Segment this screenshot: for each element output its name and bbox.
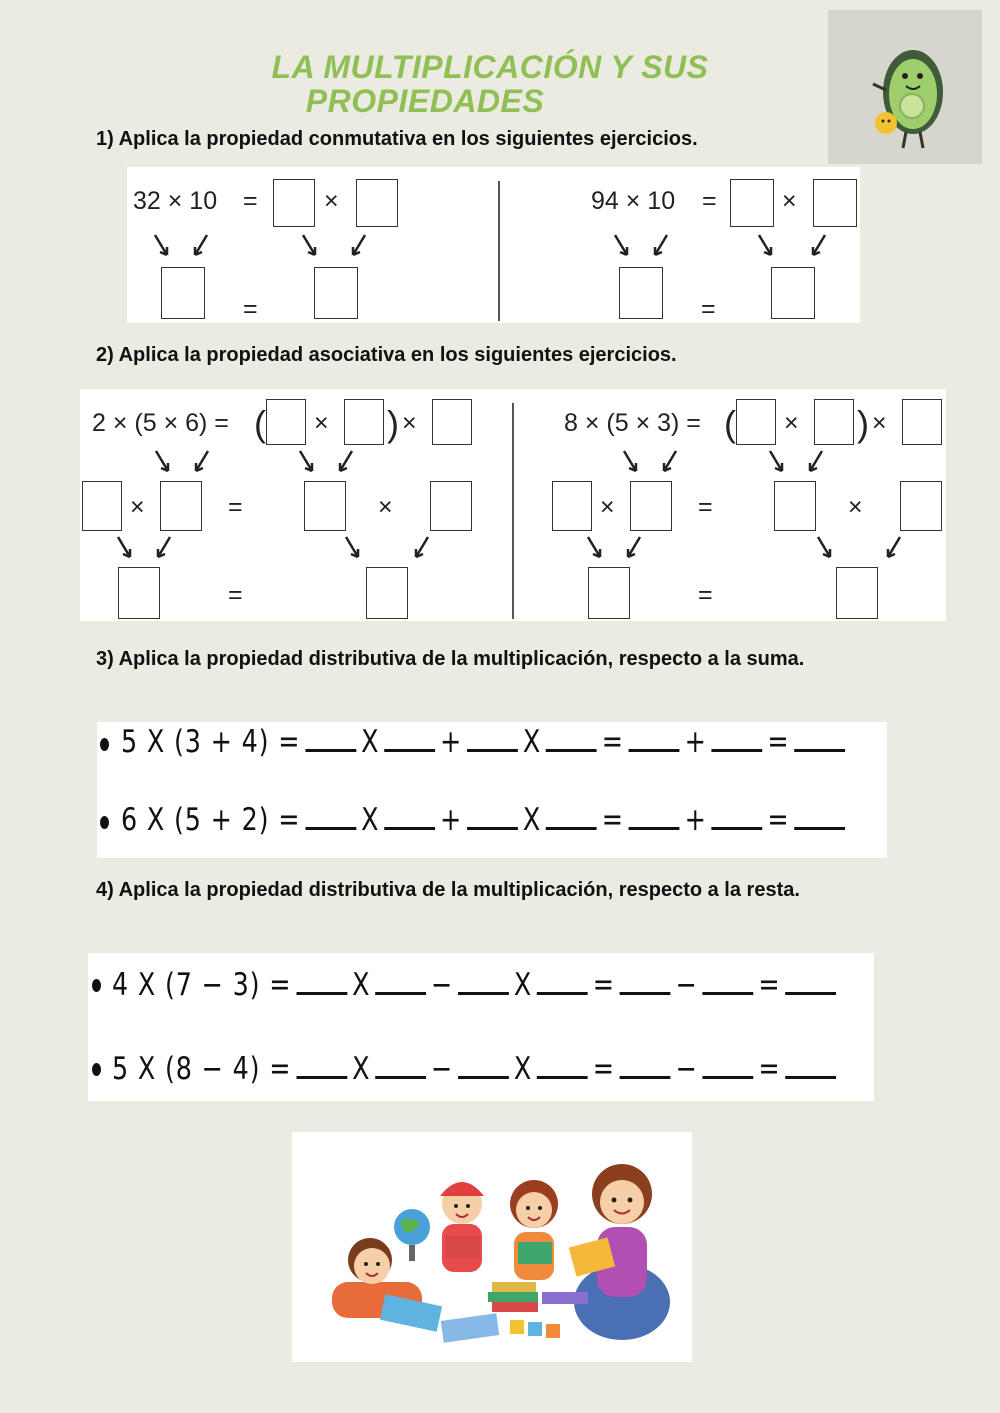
answer-blank[interactable] [794, 725, 845, 752]
answer-box[interactable] [366, 567, 408, 619]
title-line-2: PROPIEDADES [305, 83, 545, 119]
question-1-label: 1) Aplica la propiedad conmutativa en los siguientes ejercicios. [96, 128, 698, 150]
answer-box[interactable] [314, 267, 358, 319]
answer-blank[interactable] [375, 1052, 426, 1079]
equals-sign: = [228, 581, 243, 609]
distributive-subtraction-row-2 [112, 1051, 841, 1087]
times-sign: X [352, 1051, 371, 1087]
row-expression: 5 X (8 − 4) = [112, 1051, 292, 1087]
times-sign: × [314, 409, 329, 437]
answer-blank[interactable] [537, 968, 588, 995]
answer-box[interactable] [813, 179, 857, 227]
answer-blank[interactable] [458, 1052, 509, 1079]
answer-box[interactable] [273, 179, 315, 227]
arrows-icon [611, 231, 671, 265]
answer-blank[interactable] [296, 968, 347, 995]
times-sign: X [513, 967, 533, 1003]
answer-blank[interactable] [546, 725, 597, 752]
answer-blank[interactable] [620, 968, 671, 995]
equals-sign: = [601, 724, 624, 760]
times-sign: X [361, 802, 380, 838]
answer-box[interactable] [836, 567, 878, 619]
times-sign: X [522, 724, 542, 760]
answer-blank[interactable] [375, 968, 426, 995]
answer-blank[interactable] [703, 968, 754, 995]
answer-blank[interactable] [296, 1052, 347, 1079]
equals-sign: = [767, 802, 790, 838]
answer-blank[interactable] [467, 803, 518, 830]
title-line-1: LA MULTIPLICACIÓN Y SUS [271, 49, 709, 85]
bullet [92, 979, 101, 992]
times-sign: X [522, 802, 542, 838]
distributive-sum-panel [97, 722, 887, 858]
times-sign: × [402, 409, 417, 437]
answer-blank[interactable] [537, 1052, 588, 1079]
equals-sign: = [592, 967, 615, 1003]
arrows-icon [299, 231, 369, 265]
bullet [92, 1063, 101, 1076]
answer-box[interactable] [814, 399, 854, 445]
commutative-right-expression: 94 × 10 [591, 187, 676, 215]
answer-box[interactable] [432, 399, 472, 445]
arrows-icon [755, 231, 829, 265]
answer-box[interactable] [266, 399, 306, 445]
answer-box[interactable] [82, 481, 122, 531]
children-reading-illustration [292, 1132, 692, 1362]
avocado-mascot-icon [828, 10, 982, 164]
plus-sign: + [684, 724, 707, 760]
commutative-left-expression: 32 × 10 [133, 187, 218, 215]
equals-sign: = [243, 187, 258, 215]
times-sign: × [784, 409, 799, 437]
answer-box[interactable] [771, 267, 815, 319]
arrows-icon [620, 447, 680, 479]
page-title [180, 50, 800, 118]
answer-box[interactable] [630, 481, 672, 531]
answer-box[interactable] [161, 267, 205, 319]
answer-blank[interactable] [458, 968, 509, 995]
answer-blank[interactable] [384, 803, 435, 830]
answer-blank[interactable] [305, 725, 356, 752]
times-sign: × [782, 187, 797, 215]
associative-panel [80, 389, 946, 621]
left-paren: ( [724, 403, 736, 444]
arrows-icon [152, 447, 212, 479]
times-sign: × [848, 493, 863, 521]
answer-blank[interactable] [703, 1052, 754, 1079]
distributive-subtraction-panel [88, 953, 874, 1101]
answer-blank[interactable] [620, 1052, 671, 1079]
equals-sign: = [698, 493, 713, 521]
commutative-panel [127, 167, 860, 323]
answer-box[interactable] [736, 399, 776, 445]
associative-right-expression: 8 × (5 × 3) = [564, 409, 701, 437]
times-sign: X [352, 967, 371, 1003]
answer-blank[interactable] [785, 1052, 836, 1079]
equals-sign: = [701, 295, 716, 323]
row-expression: 5 X (3 + 4) = [121, 724, 301, 760]
question-3-label: 3) Aplica la propiedad distributiva de la multiplicación, respecto a la suma. [96, 648, 805, 670]
equals-sign: = [228, 493, 243, 521]
equals-sign: = [698, 581, 713, 609]
equals-sign: = [758, 1051, 781, 1087]
answer-box[interactable] [356, 179, 398, 227]
bullet [100, 738, 109, 751]
times-sign: × [872, 409, 887, 437]
minus-sign: − [431, 1051, 454, 1087]
answer-blank[interactable] [305, 803, 356, 830]
equals-sign: = [243, 295, 258, 323]
answer-blank[interactable] [712, 803, 763, 830]
answer-blank[interactable] [629, 803, 680, 830]
associative-left-expression: 2 × (5 × 6) = [92, 409, 229, 437]
times-sign: × [378, 493, 393, 521]
minus-sign: − [675, 967, 698, 1003]
answer-box[interactable] [774, 481, 816, 531]
answer-blank[interactable] [467, 725, 518, 752]
arrows-icon [814, 533, 904, 565]
arrows-icon [151, 231, 211, 265]
answer-box[interactable] [619, 267, 663, 319]
times-sign: X [361, 724, 380, 760]
times-sign: × [600, 493, 615, 521]
plus-sign: + [440, 724, 463, 760]
answer-box[interactable] [344, 399, 384, 445]
right-paren: ) [387, 403, 399, 444]
arrows-icon [584, 533, 644, 565]
times-sign: X [513, 1051, 533, 1087]
distributive-sum-row-2 [121, 802, 850, 838]
bullet [100, 816, 109, 829]
arrows-icon [296, 447, 356, 479]
answer-blank[interactable] [712, 725, 763, 752]
left-paren: ( [254, 403, 266, 444]
minus-sign: − [431, 967, 454, 1003]
equals-sign: = [758, 967, 781, 1003]
answer-blank[interactable] [546, 803, 597, 830]
answer-box[interactable] [160, 481, 202, 531]
answer-box[interactable] [430, 481, 472, 531]
equals-sign: = [601, 802, 624, 838]
equals-sign: = [592, 1051, 615, 1087]
equals-sign: = [702, 187, 717, 215]
answer-blank[interactable] [794, 803, 845, 830]
right-paren: ) [857, 403, 869, 444]
answer-box[interactable] [588, 567, 630, 619]
answer-box[interactable] [902, 399, 942, 445]
answer-box[interactable] [730, 179, 774, 227]
times-sign: × [130, 493, 145, 521]
plus-sign: + [440, 802, 463, 838]
answer-box[interactable] [118, 567, 160, 619]
answer-box[interactable] [552, 481, 592, 531]
arrows-icon [114, 533, 174, 565]
question-2-label: 2) Aplica la propiedad asociativa en los siguientes ejercicios. [96, 344, 677, 366]
divider [512, 403, 514, 619]
answer-box[interactable] [304, 481, 346, 531]
answer-blank[interactable] [384, 725, 435, 752]
arrows-icon [766, 447, 826, 479]
row-expression: 6 X (5 + 2) = [121, 802, 301, 838]
equals-sign: = [767, 724, 790, 760]
answer-blank[interactable] [629, 725, 680, 752]
distributive-subtraction-row-1 [112, 967, 841, 1003]
plus-sign: + [684, 802, 707, 838]
divider [498, 181, 500, 321]
answer-blank[interactable] [785, 968, 836, 995]
arrows-icon [342, 533, 432, 565]
row-expression: 4 X (7 − 3) = [112, 967, 292, 1003]
answer-box[interactable] [900, 481, 942, 531]
minus-sign: − [675, 1051, 698, 1087]
distributive-sum-row-1 [121, 724, 850, 760]
question-4-label: 4) Aplica la propiedad distributiva de la multiplicación, respecto a la resta. [96, 879, 800, 901]
times-sign: × [324, 187, 339, 215]
